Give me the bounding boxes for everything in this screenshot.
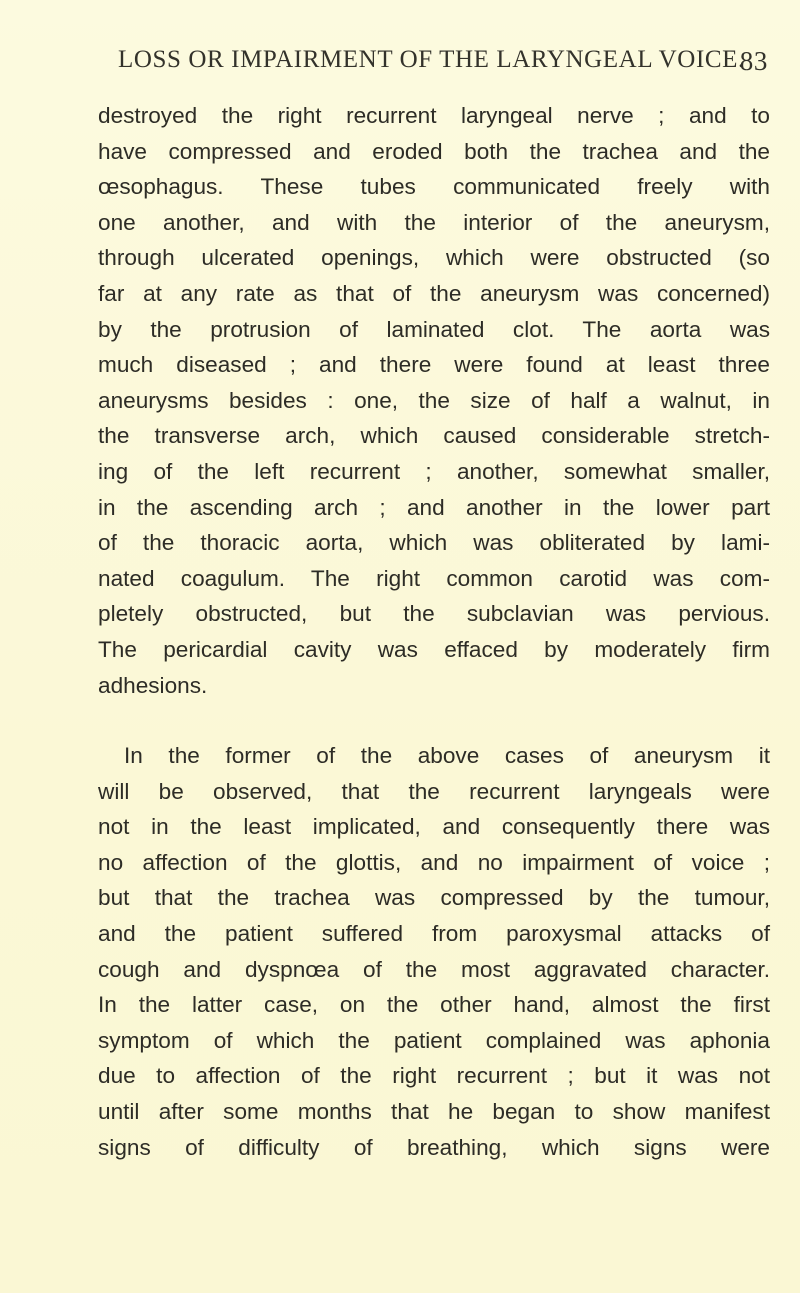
- page-number: 83: [739, 46, 768, 76]
- text-line: until after some months that he began to show manifest: [98, 1099, 770, 1125]
- chapter-title: LOSS OR IMPAIRMENT OF THE LARYNGEAL VOICE.: [118, 46, 745, 73]
- text-line: not in the least implicated, and consequently there was: [98, 814, 770, 840]
- text-line: much diseased ; and there were found at least three: [98, 352, 770, 378]
- text-line: far at any rate as that of the aneurysm was concerned): [98, 280, 770, 306]
- text-line: through ulcerated openings, which were obstructed (so: [98, 245, 770, 271]
- text-line: destroyed the right recurrent laryngeal nerve ; and to: [98, 103, 770, 128]
- text-line: will be observed, that the recurrent laryngeals were: [98, 778, 770, 804]
- text-line: signs of difficulty of breathing, which signs were: [98, 1134, 770, 1160]
- text-line: In the latter case, on the other hand, almost the first: [98, 992, 770, 1018]
- text-line: in the ascending arch ; and another in the lower part: [98, 494, 770, 520]
- text-line: one another, and with the interior of the aneurysm,: [98, 209, 770, 235]
- text-line: due to affection of the right recurrent ; but it was not: [98, 1063, 770, 1089]
- text-line: have compressed and eroded both the trachea and the: [98, 138, 770, 164]
- text-line: cough and dyspnœa of the most aggravated character.: [98, 956, 770, 982]
- text-line: adhesions.: [98, 672, 208, 698]
- text-line: œsophagus. These tubes communicated freely with: [98, 174, 770, 200]
- text-line: but that the trachea was compressed by the tumour,: [98, 885, 770, 911]
- text-line: and the patient suffered from paroxysmal attacks of: [98, 921, 770, 947]
- text-line: by the protrusion of laminated clot. The aorta was: [98, 316, 770, 342]
- text-line: In the former of the above cases of aneurysm it: [124, 743, 770, 769]
- text-line: the transverse arch, which caused considerable stretch-: [98, 423, 770, 449]
- text-line: symptom of which the patient complained was aphonia: [98, 1027, 770, 1053]
- text-line: aneurysms besides : one, the size of half a walnut, in: [98, 387, 770, 413]
- paragraph: [98, 98, 770, 703]
- paragraph: [98, 738, 770, 1165]
- text-line: ing of the left recurrent ; another, somewhat smaller,: [98, 458, 770, 484]
- text-line: of the thoracic aorta, which was obliterated by lami-: [98, 530, 770, 556]
- text-line: nated coagulum. The right common carotid was com-: [98, 565, 770, 591]
- text-line: no affection of the glottis, and no impairment of voice ;: [98, 849, 770, 875]
- running-header: [118, 46, 768, 82]
- body-text: [98, 98, 770, 1165]
- text-line: pletely obstructed, but the subclavian was pervious.: [98, 601, 770, 627]
- text-line: The pericardial cavity was effaced by moderately firm: [98, 636, 770, 662]
